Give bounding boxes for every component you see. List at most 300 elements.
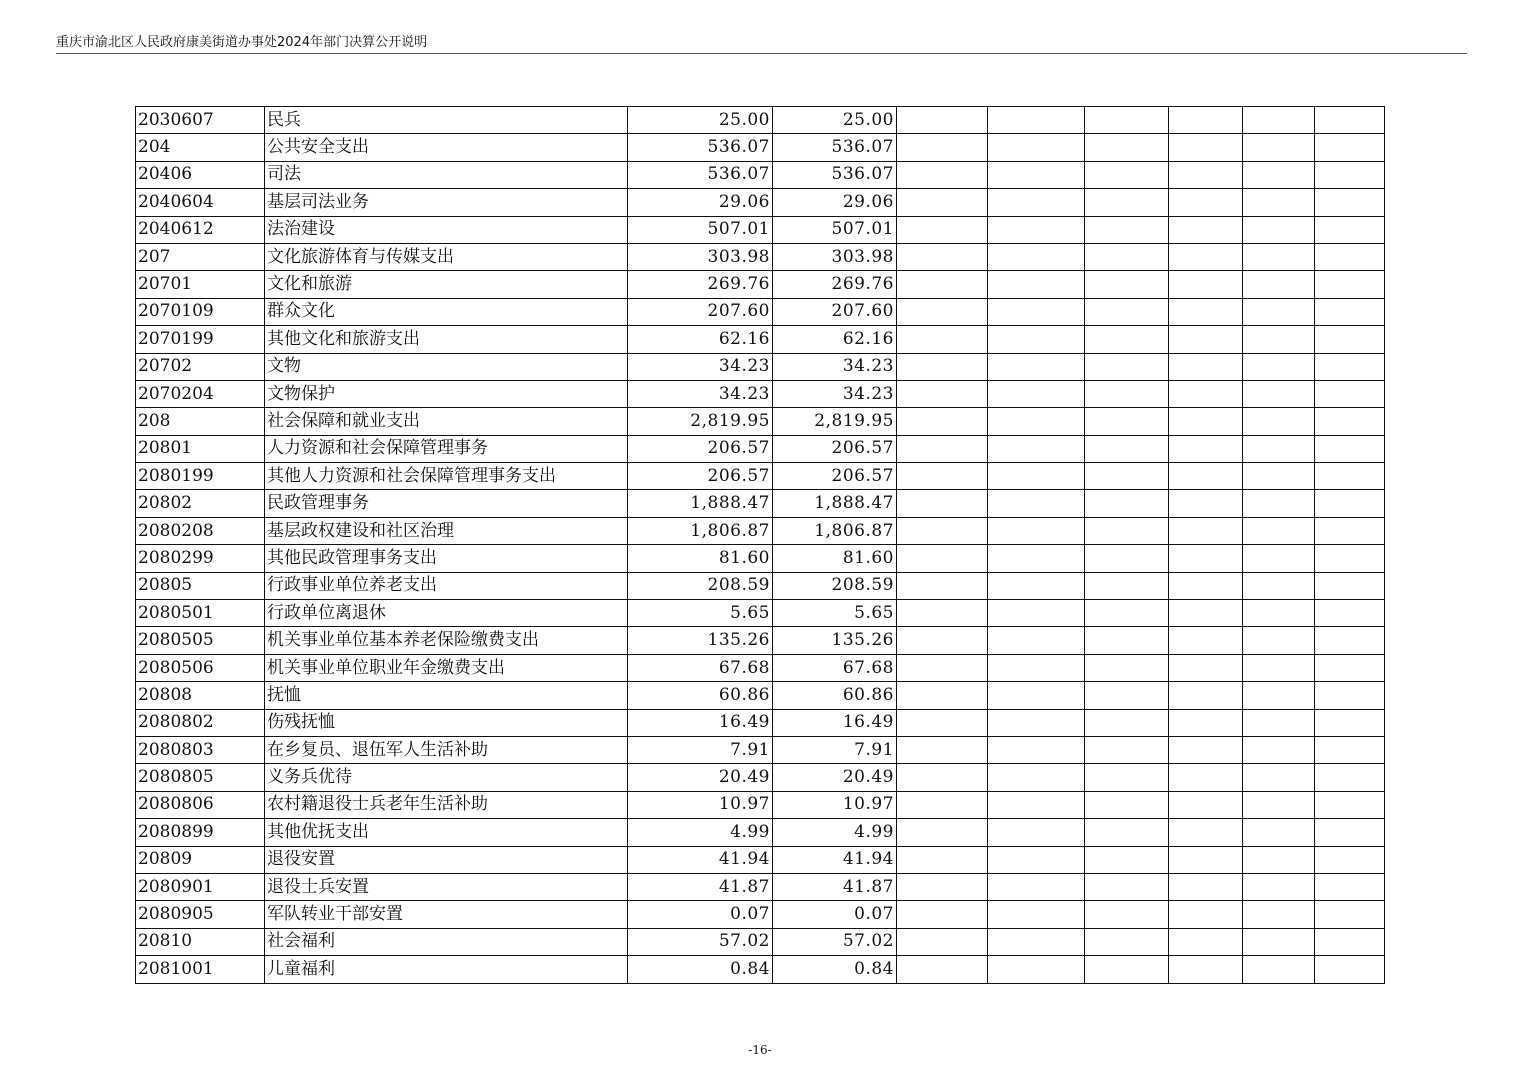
table-row [136,791,1385,818]
table-row [136,846,1385,873]
empty-cell [1169,134,1243,161]
classification-code-cell: 20802 [136,490,265,517]
empty-cell [988,243,1085,270]
empty-cell [1315,490,1385,517]
amount-cell: 536.07 [628,134,773,161]
empty-cell [897,600,988,627]
empty-cell [988,819,1085,846]
amount-cell: 5.65 [628,600,773,627]
table-row [136,901,1385,928]
empty-cell [1315,380,1385,407]
empty-cell [897,107,988,134]
empty-cell [1085,654,1169,681]
empty-cell [1243,572,1315,599]
classification-code-cell: 20805 [136,572,265,599]
table-row [136,600,1385,627]
empty-cell [988,901,1085,928]
empty-cell [1169,709,1243,736]
empty-cell [1085,819,1169,846]
empty-cell [1169,846,1243,873]
empty-cell [988,408,1085,435]
table-row [136,161,1385,188]
amount-cell: 1,806.87 [628,517,773,544]
classification-code-cell: 2080899 [136,819,265,846]
empty-cell [988,189,1085,216]
amount-cell: 206.57 [773,435,897,462]
empty-cell [1085,736,1169,763]
amount-cell: 25.00 [773,107,897,134]
amount-cell: 81.60 [628,545,773,572]
empty-cell [1169,517,1243,544]
table-row [136,298,1385,325]
amount-cell: 81.60 [773,545,897,572]
table-row [136,408,1385,435]
item-name-cell: 义务兵优待 [265,764,628,791]
empty-cell [897,901,988,928]
amount-cell: 5.65 [773,600,897,627]
empty-cell [897,326,988,353]
empty-cell [988,956,1085,983]
item-name-cell: 基层司法业务 [265,189,628,216]
empty-cell [1169,736,1243,763]
empty-cell [1243,517,1315,544]
empty-cell [1169,408,1243,435]
empty-cell [1243,490,1315,517]
empty-cell [1169,490,1243,517]
item-name-cell: 儿童福利 [265,956,628,983]
empty-cell [1085,353,1169,380]
empty-cell [1315,682,1385,709]
empty-cell [1243,435,1315,462]
empty-cell [1169,572,1243,599]
empty-cell [988,435,1085,462]
empty-cell [1085,463,1169,490]
empty-cell [1315,654,1385,681]
item-name-cell: 文化和旅游 [265,271,628,298]
empty-cell [988,161,1085,188]
table-row [136,682,1385,709]
empty-cell [1243,134,1315,161]
empty-cell [1243,271,1315,298]
empty-cell [1085,901,1169,928]
classification-code-cell: 20801 [136,435,265,462]
amount-cell: 507.01 [773,216,897,243]
empty-cell [1169,545,1243,572]
amount-cell: 20.49 [773,764,897,791]
empty-cell [1315,736,1385,763]
empty-cell [1169,189,1243,216]
empty-cell [988,298,1085,325]
empty-cell [1169,380,1243,407]
empty-cell [1315,243,1385,270]
item-name-cell: 抚恤 [265,682,628,709]
classification-code-cell: 20702 [136,353,265,380]
empty-cell [1085,134,1169,161]
empty-cell [1085,107,1169,134]
empty-cell [897,627,988,654]
empty-cell [1169,682,1243,709]
empty-cell [1169,627,1243,654]
amount-cell: 41.87 [628,873,773,900]
classification-code-cell: 20701 [136,271,265,298]
classification-code-cell: 2080803 [136,736,265,763]
table-row [136,654,1385,681]
amount-cell: 62.16 [773,326,897,353]
amount-cell: 10.97 [628,791,773,818]
amount-cell: 4.99 [628,819,773,846]
empty-cell [1315,709,1385,736]
classification-code-cell: 2080299 [136,545,265,572]
empty-cell [988,134,1085,161]
classification-code-cell: 2080805 [136,764,265,791]
empty-cell [1169,873,1243,900]
table-row [136,189,1385,216]
empty-cell [1169,353,1243,380]
empty-cell [1169,901,1243,928]
empty-cell [1243,764,1315,791]
empty-cell [897,846,988,873]
table-row [136,956,1385,983]
empty-cell [1315,572,1385,599]
amount-cell: 0.84 [773,956,897,983]
empty-cell [897,189,988,216]
amount-cell: 1,888.47 [628,490,773,517]
empty-cell [897,463,988,490]
empty-cell [1169,271,1243,298]
item-name-cell: 群众文化 [265,298,628,325]
table-row [136,326,1385,353]
empty-cell [1169,243,1243,270]
empty-cell [897,819,988,846]
empty-cell [988,846,1085,873]
empty-cell [1169,764,1243,791]
empty-cell [1085,380,1169,407]
classification-code-cell: 2080901 [136,873,265,900]
empty-cell [1085,243,1169,270]
empty-cell [1243,107,1315,134]
classification-code-cell: 2030607 [136,107,265,134]
classification-code-cell: 20809 [136,846,265,873]
empty-cell [1243,545,1315,572]
amount-cell: 0.07 [773,901,897,928]
empty-cell [1315,408,1385,435]
empty-cell [1169,791,1243,818]
empty-cell [1085,791,1169,818]
empty-cell [988,873,1085,900]
amount-cell: 1,806.87 [773,517,897,544]
amount-cell: 2,819.95 [628,408,773,435]
item-name-cell: 法治建设 [265,216,628,243]
empty-cell [1085,271,1169,298]
empty-cell [1243,873,1315,900]
item-name-cell: 文化旅游体育与传媒支出 [265,243,628,270]
empty-cell [1085,161,1169,188]
table-row [136,873,1385,900]
classification-code-cell: 2070199 [136,326,265,353]
empty-cell [897,682,988,709]
item-name-cell: 伤残抚恤 [265,709,628,736]
table-row [136,572,1385,599]
amount-cell: 16.49 [628,709,773,736]
empty-cell [897,408,988,435]
empty-cell [1085,298,1169,325]
empty-cell [897,353,988,380]
amount-cell: 206.57 [628,463,773,490]
table-row [136,627,1385,654]
amount-cell: 208.59 [628,572,773,599]
empty-cell [1315,600,1385,627]
amount-cell: 34.23 [773,380,897,407]
empty-cell [897,654,988,681]
page-number: -16- [748,1043,772,1057]
classification-code-cell: 204 [136,134,265,161]
empty-cell [1243,654,1315,681]
empty-cell [897,928,988,955]
amount-cell: 135.26 [773,627,897,654]
amount-cell: 67.68 [773,654,897,681]
empty-cell [1243,189,1315,216]
item-name-cell: 退役安置 [265,846,628,873]
empty-cell [1169,819,1243,846]
table-row [136,545,1385,572]
empty-cell [1315,819,1385,846]
empty-cell [1169,326,1243,353]
classification-code-cell: 2070204 [136,380,265,407]
empty-cell [988,791,1085,818]
empty-cell [1315,764,1385,791]
empty-cell [1243,463,1315,490]
empty-cell [1315,545,1385,572]
budget-table [135,106,1385,984]
empty-cell [1169,107,1243,134]
amount-cell: 0.07 [628,901,773,928]
empty-cell [1315,791,1385,818]
empty-cell [1085,326,1169,353]
amount-cell: 0.84 [628,956,773,983]
item-name-cell: 文物保护 [265,380,628,407]
empty-cell [1243,298,1315,325]
classification-code-cell: 20406 [136,161,265,188]
empty-cell [1085,873,1169,900]
amount-cell: 536.07 [773,161,897,188]
document-header-title: 重庆市渝北区人民政府康美街道办事处2024年部门决算公开说明 [56,35,428,50]
table-row [136,463,1385,490]
budget-table-body [136,107,1385,984]
empty-cell [1085,928,1169,955]
classification-code-cell: 2080905 [136,901,265,928]
empty-cell [897,517,988,544]
empty-cell [1315,134,1385,161]
item-name-cell: 其他优抚支出 [265,819,628,846]
table-row [136,271,1385,298]
empty-cell [1315,901,1385,928]
amount-cell: 269.76 [628,271,773,298]
empty-cell [897,161,988,188]
empty-cell [988,107,1085,134]
empty-cell [1085,600,1169,627]
amount-cell: 303.98 [628,243,773,270]
empty-cell [1085,682,1169,709]
empty-cell [1169,928,1243,955]
empty-cell [1243,353,1315,380]
item-name-cell: 行政单位离退休 [265,600,628,627]
empty-cell [1243,326,1315,353]
item-name-cell: 人力资源和社会保障管理事务 [265,435,628,462]
amount-cell: 7.91 [773,736,897,763]
item-name-cell: 机关事业单位基本养老保险缴费支出 [265,627,628,654]
empty-cell [988,736,1085,763]
item-name-cell: 其他文化和旅游支出 [265,326,628,353]
empty-cell [988,545,1085,572]
empty-cell [1085,572,1169,599]
amount-cell: 10.97 [773,791,897,818]
empty-cell [988,600,1085,627]
classification-code-cell: 2080506 [136,654,265,681]
amount-cell: 29.06 [773,189,897,216]
amount-cell: 4.99 [773,819,897,846]
amount-cell: 60.86 [773,682,897,709]
amount-cell: 34.23 [773,353,897,380]
amount-cell: 269.76 [773,271,897,298]
empty-cell [1243,216,1315,243]
empty-cell [988,271,1085,298]
empty-cell [1085,216,1169,243]
empty-cell [1315,928,1385,955]
amount-cell: 207.60 [628,298,773,325]
empty-cell [1243,956,1315,983]
empty-cell [1315,298,1385,325]
item-name-cell: 司法 [265,161,628,188]
amount-cell: 2,819.95 [773,408,897,435]
table-row [136,435,1385,462]
amount-cell: 60.86 [628,682,773,709]
classification-code-cell: 2080806 [136,791,265,818]
classification-code-cell: 207 [136,243,265,270]
classification-code-cell: 20810 [136,928,265,955]
empty-cell [1315,873,1385,900]
item-name-cell: 机关事业单位职业年金缴费支出 [265,654,628,681]
empty-cell [1169,463,1243,490]
empty-cell [897,736,988,763]
amount-cell: 25.00 [628,107,773,134]
table-row [136,243,1385,270]
item-name-cell: 军队转业干部安置 [265,901,628,928]
amount-cell: 536.07 [773,134,897,161]
empty-cell [1315,435,1385,462]
classification-code-cell: 2080208 [136,517,265,544]
amount-cell: 57.02 [628,928,773,955]
table-row [136,107,1385,134]
amount-cell: 206.57 [773,463,897,490]
item-name-cell: 民兵 [265,107,628,134]
empty-cell [988,764,1085,791]
empty-cell [988,380,1085,407]
empty-cell [988,682,1085,709]
empty-cell [1315,189,1385,216]
empty-cell [988,463,1085,490]
empty-cell [1085,189,1169,216]
amount-cell: 208.59 [773,572,897,599]
empty-cell [897,572,988,599]
empty-cell [1315,846,1385,873]
amount-cell: 1,888.47 [773,490,897,517]
amount-cell: 303.98 [773,243,897,270]
empty-cell [897,956,988,983]
empty-cell [1315,216,1385,243]
empty-cell [1243,901,1315,928]
empty-cell [1243,380,1315,407]
amount-cell: 67.68 [628,654,773,681]
amount-cell: 7.91 [628,736,773,763]
empty-cell [1169,435,1243,462]
empty-cell [897,216,988,243]
empty-cell [988,572,1085,599]
table-row [136,736,1385,763]
empty-cell [1169,654,1243,681]
empty-cell [897,435,988,462]
empty-cell [1169,298,1243,325]
empty-cell [1085,517,1169,544]
table-row [136,380,1385,407]
classification-code-cell: 20808 [136,682,265,709]
empty-cell [1243,846,1315,873]
classification-code-cell: 2080199 [136,463,265,490]
empty-cell [1085,545,1169,572]
item-name-cell: 其他民政管理事务支出 [265,545,628,572]
empty-cell [1085,435,1169,462]
classification-code-cell: 2070109 [136,298,265,325]
empty-cell [988,517,1085,544]
empty-cell [1315,107,1385,134]
empty-cell [1243,627,1315,654]
amount-cell: 34.23 [628,380,773,407]
empty-cell [1315,353,1385,380]
table-row [136,134,1385,161]
empty-cell [1169,956,1243,983]
item-name-cell: 民政管理事务 [265,490,628,517]
empty-cell [1243,928,1315,955]
classification-code-cell: 2040612 [136,216,265,243]
table-row [136,709,1385,736]
classification-code-cell: 2080501 [136,600,265,627]
table-row [136,928,1385,955]
item-name-cell: 在乡复员、退伍军人生活补助 [265,736,628,763]
amount-cell: 20.49 [628,764,773,791]
empty-cell [1243,709,1315,736]
amount-cell: 41.94 [773,846,897,873]
empty-cell [897,545,988,572]
empty-cell [1315,627,1385,654]
item-name-cell: 公共安全支出 [265,134,628,161]
empty-cell [1243,161,1315,188]
item-name-cell: 文物 [265,353,628,380]
empty-cell [1085,408,1169,435]
empty-cell [897,380,988,407]
empty-cell [988,353,1085,380]
amount-cell: 29.06 [628,189,773,216]
item-name-cell: 其他人力资源和社会保障管理事务支出 [265,463,628,490]
classification-code-cell: 2080802 [136,709,265,736]
item-name-cell: 行政事业单位养老支出 [265,572,628,599]
empty-cell [897,791,988,818]
empty-cell [988,326,1085,353]
empty-cell [1085,490,1169,517]
empty-cell [897,298,988,325]
table-row [136,216,1385,243]
classification-code-cell: 208 [136,408,265,435]
empty-cell [988,490,1085,517]
item-name-cell: 农村籍退役士兵老年生活补助 [265,791,628,818]
